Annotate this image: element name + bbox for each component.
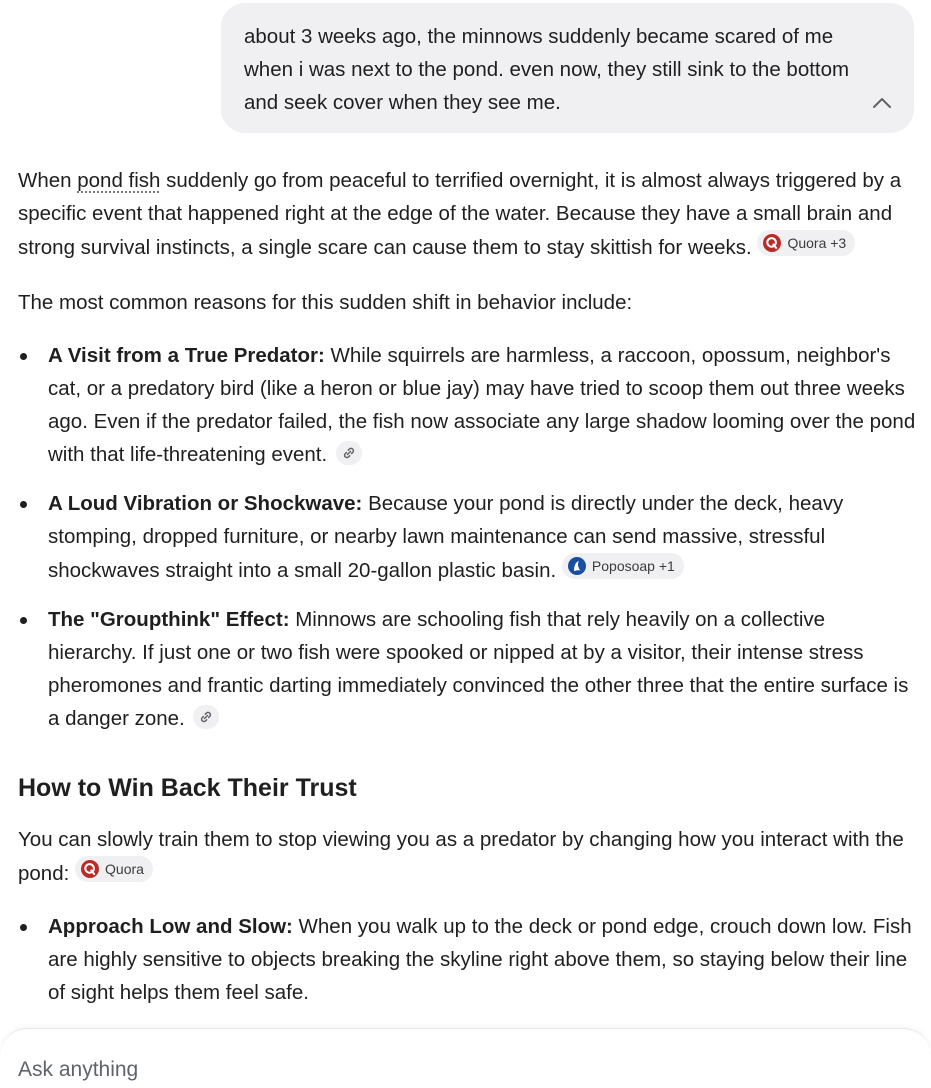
trust-lead: You can slowly train them to stop viewing you as a predator by changing how you interact with the pond: Quora — [18, 828, 904, 885]
link-icon — [199, 710, 213, 724]
source-chip-poposoap[interactable]: Poposoap +1 — [562, 553, 684, 579]
section-heading: How to Win Back Their Trust — [18, 774, 357, 802]
collapse-button[interactable] — [870, 91, 894, 115]
reasons-list — [18, 339, 918, 735]
reasons-lead: The most common reasons for this sudden shift in behavior include: — [18, 291, 633, 314]
list-item: A Visit from a True Predator: While squirrels are harmless, a raccoon, opossum, neighbor's cat, or a predatory bird (like a heron or blue jay) may have tried to scoop them out three weeks ago. Even if the predator failed, the fish now associate any large shadow looming over the pond with that life-threatening event. — [18, 339, 918, 471]
source-chip-quora[interactable]: Quora — [75, 856, 153, 882]
poposoap-icon — [568, 557, 586, 575]
link-icon — [342, 446, 356, 460]
quora-icon — [763, 234, 781, 252]
chevron-up-icon — [872, 97, 892, 109]
user-message-bubble — [221, 3, 914, 133]
chat-input-bar[interactable] — [0, 1028, 931, 1088]
intro-paragraph: When pond fish suddenly go from peaceful to terrified overnight, it is almost always triggered by a specific event that happened right at the edge of the water. Because they have a small brain and strong survival instincts, a single scare can cause them to stay skittish for weeks. Quora +3 — [18, 169, 902, 259]
user-message-text: about 3 weeks ago, the minnows suddenly became scared of me when i was next to the pond. even now, they still sink to the bottom and seek cover when they see me. — [244, 25, 850, 114]
glossary-term[interactable]: pond fish — [77, 169, 161, 192]
source-chip-quora[interactable]: Quora +3 — [757, 230, 855, 256]
list-item: A Loud Vibration or Shockwave: Because your pond is directly under the deck, heavy stomping, dropped furniture, or nearby lawn maintenance can send massive, stressful shockwaves straight into a small 20-gallon plastic basin. Poposoap +1 — [18, 487, 918, 587]
list-item: The "Groupthink" Effect: Minnows are schooling fish that rely heavily on a collective hierarchy. If just one or two fish were spooked or nipped at by a visitor, their intense stress pheromones and frantic darting immediately convinced the other three that the entire surface is a danger zone. — [18, 603, 918, 735]
assistant-answer — [18, 164, 918, 1009]
ask-input-placeholder[interactable]: Ask anything — [18, 1058, 139, 1081]
tips-list — [18, 910, 918, 1009]
source-link-button[interactable] — [193, 705, 219, 729]
source-link-button[interactable] — [336, 441, 362, 465]
quora-icon — [81, 860, 99, 878]
list-item: Approach Low and Slow: When you walk up to the deck or pond edge, crouch down low. Fish are highly sensitive to objects breaking the skyline right above them, so staying below their line of sight helps them feel safe. — [18, 910, 918, 1009]
